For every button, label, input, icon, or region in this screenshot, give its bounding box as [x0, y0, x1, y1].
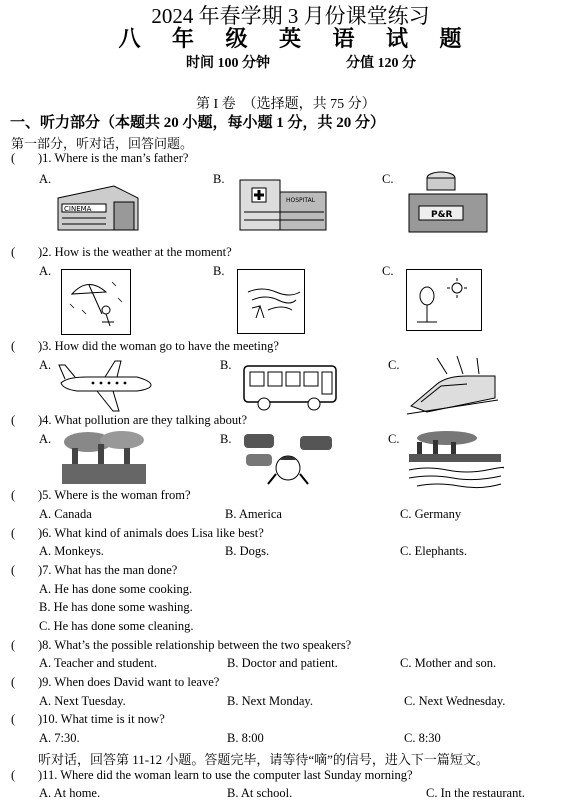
option-c: C. Germany: [400, 507, 462, 521]
option-label: C.: [382, 264, 394, 278]
image-label: HOSPITAL: [286, 197, 316, 204]
option-a: A. Monkeys.: [39, 544, 104, 558]
option-a: A. He has done some cooking.: [39, 582, 193, 596]
option-b: B. Next Monday.: [227, 694, 313, 708]
option-label: A.: [39, 264, 52, 278]
option-b: B. America: [225, 507, 282, 521]
section-instruction-2: 听对话，回答第 11-12 小题。答题完毕，请等待“嘀”的信号，进入下一篇短文。: [38, 752, 489, 767]
answer-paren: (: [11, 151, 16, 165]
option-b: B. Doctor and patient.: [227, 656, 338, 670]
option-c: C. Mother and son.: [400, 656, 497, 670]
part-heading: 一、听力部分（本题共 20 小题，每小题 1 分，共 20 分）: [10, 115, 386, 131]
option-label: B.: [220, 358, 232, 372]
question-text: )10. What time is it now?: [38, 712, 165, 726]
question-text: )3. How did the woman go to have the meeting?: [38, 339, 279, 353]
option-label: C.: [382, 172, 394, 186]
option-b: B. He has done some washing.: [39, 600, 193, 614]
option-b: B. At school.: [227, 786, 293, 800]
sunny-weather-image: [406, 269, 482, 331]
exam-subtitle: 八 年 级 英 语 试 题: [118, 26, 475, 51]
pr-building-image: [405, 168, 490, 234]
option-c: C. 8:30: [404, 731, 441, 745]
option-a: A. 7:30.: [39, 731, 80, 745]
option-label: C.: [388, 358, 400, 372]
question-text: )2. How is the weather at the moment?: [38, 245, 232, 259]
option-a: A. Next Tuesday.: [39, 694, 126, 708]
option-c: C. He has done some cleaning.: [39, 619, 194, 633]
train-image: [407, 354, 498, 416]
answer-paren: (: [11, 339, 16, 353]
question-text: )6. What kind of animals does Lisa like best?: [38, 526, 264, 540]
bus-image: [242, 362, 339, 412]
option-a: A. Teacher and student.: [39, 656, 157, 670]
question-text: )1. Where is the man’s father?: [38, 151, 189, 165]
traffic-noise-image: [242, 430, 335, 490]
cinema-image: [56, 168, 140, 231]
exam-time: 时间 100 分钟: [186, 56, 270, 71]
windy-weather-image: [237, 269, 305, 334]
option-c: C. Next Wednesday.: [404, 694, 506, 708]
section-instruction: 第一部分，听对话，回答问题。: [11, 136, 194, 151]
option-label: C.: [388, 432, 400, 446]
option-b: B. Dogs.: [225, 544, 270, 558]
answer-paren: (: [11, 245, 16, 259]
exam-title: 2024 年春学期 3 月份课堂练习: [151, 4, 430, 28]
answer-paren: (: [11, 563, 16, 577]
factory-air-pollution-image: [58, 430, 149, 485]
answer-paren: (: [11, 675, 16, 689]
image-label: P&R: [431, 210, 453, 220]
answer-paren: (: [11, 413, 16, 427]
question-text: )5. Where is the woman from?: [38, 488, 191, 502]
answer-paren: (: [11, 712, 16, 726]
hospital-image: [236, 168, 328, 231]
option-label: B.: [213, 264, 225, 278]
rainy-weather-image: [61, 269, 131, 335]
question-text: )4. What pollution are they talking about?: [38, 413, 248, 427]
option-c: C. In the restaurant.: [426, 786, 525, 800]
option-label: B.: [213, 172, 225, 186]
plane-image: [57, 355, 154, 413]
answer-paren: (: [11, 768, 16, 782]
question-text: )11. Where did the woman learn to use the computer last Sunday morning?: [38, 768, 413, 782]
option-label: B.: [220, 432, 232, 446]
question-text: )8. What’s the possible relationship between the two speakers?: [38, 638, 352, 652]
option-a: A. Canada: [39, 507, 92, 521]
volume-heading: 第 I 卷 （选择题，共 75 分）: [196, 97, 376, 112]
option-label: A.: [39, 172, 52, 186]
option-label: A.: [39, 358, 52, 372]
exam-score: 分值 120 分: [346, 56, 416, 71]
answer-paren: (: [11, 638, 16, 652]
question-text: )7. What has the man done?: [38, 563, 178, 577]
image-label: CINEMA: [64, 205, 92, 213]
option-label: A.: [39, 432, 52, 446]
option-b: B. 8:00: [227, 731, 264, 745]
option-c: C. Elephants.: [400, 544, 468, 558]
answer-paren: (: [11, 488, 16, 502]
water-pollution-image: [407, 430, 504, 490]
option-a: A. At home.: [39, 786, 101, 800]
question-text: )9. When does David want to leave?: [38, 675, 220, 689]
answer-paren: (: [11, 526, 16, 540]
